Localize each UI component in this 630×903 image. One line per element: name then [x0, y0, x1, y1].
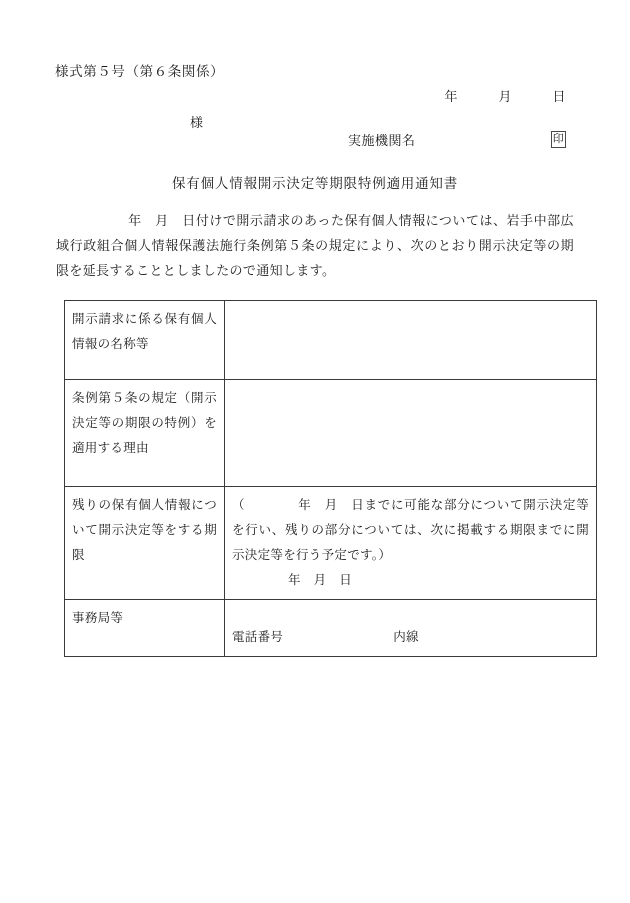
seal-stamp-icon: 印: [551, 131, 566, 148]
row-value-secretariat[interactable]: [225, 600, 597, 657]
addressee-honorific: 様: [190, 115, 204, 130]
body-text: 付けで開示請求のあった保有個人情報については、岩手中部広域行政組合個人情報保護法施行条例第５条の規定により、次のとおり開示決定等の期限を延長することとしましたので通知します。: [56, 213, 574, 278]
table-row: [65, 487, 597, 600]
row-value-reason[interactable]: [225, 380, 597, 487]
agency-row: [348, 130, 566, 149]
table-row: [65, 301, 597, 380]
row-label-information-name: 開示請求に係る保有個人情報の名称等: [65, 301, 225, 380]
deadline-note: （ 年 月 日までに可能な部分について開示決定等を行い、残りの部分については、次に掲載する期限までに開示決定等を行う予定です。）: [232, 498, 589, 562]
table-row: [65, 600, 597, 657]
contact-line: [232, 625, 589, 650]
extension-label: 内線: [393, 630, 419, 644]
table-row: [65, 380, 597, 487]
row-label-deadline: 残りの保有個人情報について開示決定等をする期限: [65, 487, 225, 600]
body-paragraph: [56, 208, 574, 283]
row-label-secretariat: 事務局等: [65, 600, 225, 657]
row-value-deadline[interactable]: [225, 487, 597, 600]
notification-table: [64, 300, 597, 657]
agency-name-label: 実施機関名: [348, 133, 416, 148]
row-value-information-name[interactable]: [225, 301, 597, 380]
body-date-blank: 年 月 日: [128, 213, 196, 228]
issue-date-line: 年 月 日: [444, 89, 566, 104]
row-label-reason: 条例第５条の規定（開示決定等の期限の特例）を適用する理由: [65, 380, 225, 487]
form-number: 様式第５号（第６条関係）: [55, 64, 225, 79]
phone-number-label: 電話番号: [232, 630, 284, 644]
deadline-date-blank: 年 月 日: [288, 573, 353, 587]
page-title: 保有個人情報開示決定等期限特例適用通知書: [172, 176, 458, 191]
